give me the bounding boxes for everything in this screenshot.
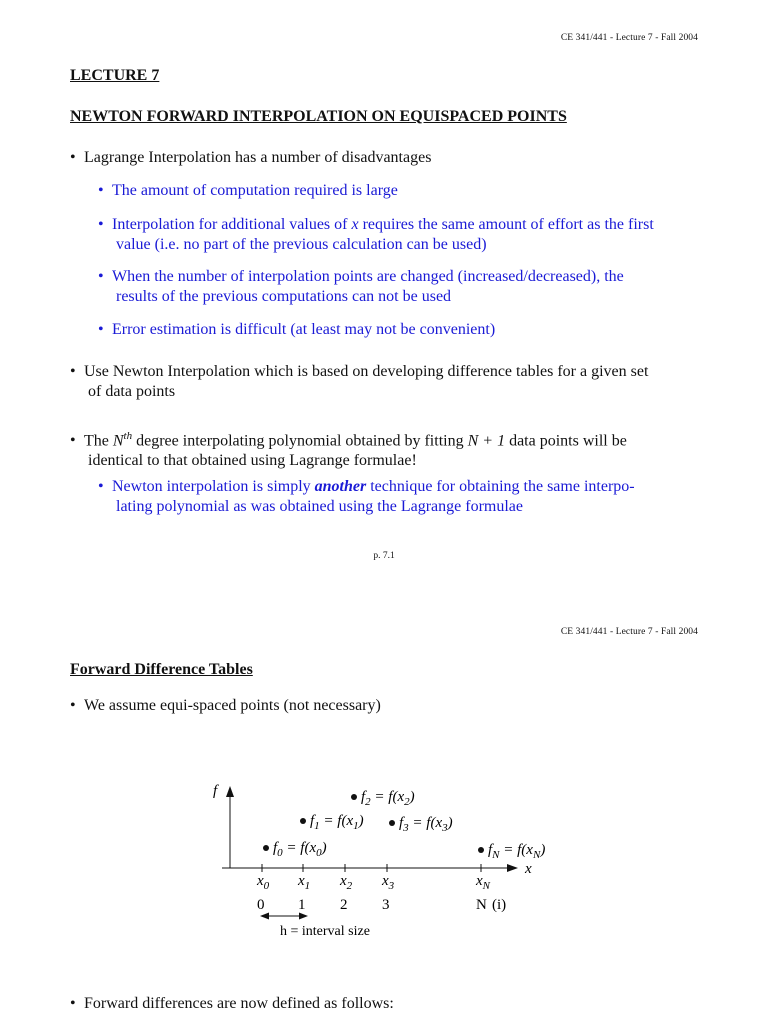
x-ticks <box>256 864 491 913</box>
data-point-1 <box>300 818 306 824</box>
index-tick-2: 2 <box>340 897 348 913</box>
bullet-lagrange <box>70 148 698 168</box>
data-points <box>263 789 545 861</box>
x-axis-label: x <box>525 861 532 877</box>
page2-title: Forward Difference Tables <box>70 661 253 678</box>
nth-pre: The <box>84 432 109 450</box>
index-tick-N: N <box>476 897 487 913</box>
sub-bullet-newton-another <box>98 477 698 517</box>
data-point-label-3: $f_3 = f(x_3)$ <box>399 815 453 834</box>
bullet-marker: • <box>98 478 104 495</box>
sub3-text-b: results of the previous computations can not be used <box>116 288 452 305</box>
bullet-marker: • <box>98 216 104 233</box>
index-tick-3: 3 <box>382 897 390 913</box>
data-point-0 <box>263 845 269 851</box>
section-title: NEWTON FORWARD INTERPOLATION ON EQUISPACED POINTS <box>70 108 567 125</box>
bullet-newton-text-a: Use Newton Interpolation which is based on developing difference tables for a given set <box>84 363 649 380</box>
bullet-marker: • <box>70 995 76 1012</box>
sub2-variable: x <box>351 216 359 233</box>
sub5-emphasis: another <box>314 478 367 495</box>
nth-post: data points will be <box>509 432 627 450</box>
sub3-text-a: When the number of interpolation points are changed (increased/decreased), the <box>112 268 624 285</box>
sub4-text: Error estimation is difficult (at least may not be convenient) <box>112 321 496 338</box>
sub-bullet-points-changed <box>98 267 698 307</box>
bullet-forward-differences <box>70 994 698 1014</box>
bullet-marker: • <box>70 697 76 714</box>
data-point-label-0: $f_0 = f(x_0)$ <box>273 840 327 859</box>
bullet-newton <box>70 362 698 402</box>
sub2-text-a: Interpolation for additional values of <box>112 216 348 233</box>
data-point-label-1: $f_1 = f(x_1)$ <box>310 813 364 832</box>
x-tick-label-3: $x_3$ <box>382 873 395 892</box>
nth-N: N <box>112 432 124 450</box>
index-label: (i) <box>492 897 507 913</box>
index-tick-0: 0 <box>257 897 265 913</box>
bullet-newton-text-b: of data points <box>88 383 176 400</box>
nth-text-b: identical to that obtained using Lagrange formulae! <box>88 452 417 470</box>
nth-mid: degree interpolating polynomial obtained by fitting <box>136 432 464 450</box>
page1-header: CE 341/441 - Lecture 7 - Fall 2004 <box>560 33 698 43</box>
bullet-marker: • <box>70 363 76 380</box>
data-point-label-N: $f_N = f(x_N)$ <box>488 842 546 861</box>
bullet-marker: • <box>98 321 104 338</box>
sub5-text-a: Newton interpolation is simply <box>112 478 311 495</box>
bullet-nth-degree <box>70 426 698 471</box>
bullet-marker: • <box>70 432 76 450</box>
sub5-text-b: technique for obtaining the same interpo- <box>370 478 635 495</box>
y-axis-label: f <box>213 783 218 799</box>
nth-N-plus-1: N + 1 <box>467 432 506 450</box>
sub-bullet-additional-values <box>98 215 698 255</box>
page2-header: CE 341/441 - Lecture 7 - Fall 2004 <box>560 627 698 637</box>
lecture-title: LECTURE 7 <box>70 67 160 84</box>
bullet-lagrange-text: Lagrange Interpolation has a number of disadvantages <box>84 149 432 166</box>
bullet-marker: • <box>70 149 76 166</box>
x-axis-arrow <box>507 864 518 872</box>
x-tick-label-1: $x_1$ <box>298 873 311 892</box>
sub5-text-c: lating polynomial as was obtained using the Lagrange formulae <box>116 498 523 515</box>
sub-bullet-computation <box>98 181 698 201</box>
x-tick-label-N: $x_N$ <box>476 873 491 892</box>
data-point-2 <box>351 794 357 800</box>
bullet-marker: • <box>98 268 104 285</box>
x-tick-label-2: $x_2$ <box>340 873 353 892</box>
equispaced-points-figure <box>0 770 768 950</box>
data-point-label-2: $f_2 = f(x_2)$ <box>361 789 415 808</box>
index-tick-1: 1 <box>298 897 306 913</box>
y-axis-arrow <box>226 786 234 797</box>
sub-bullet-computation-text: The amount of computation required is large <box>112 182 398 199</box>
page-number: p. 7.1 <box>373 551 395 561</box>
bullet-forward-text: Forward differences are now defined as follows: <box>84 995 394 1012</box>
bullet-equispaced-text: We assume equi-spaced points (not necessary) <box>84 697 381 714</box>
bullet-marker: • <box>98 182 104 199</box>
interval-arrow-left <box>260 913 269 920</box>
bullet-equispaced <box>70 696 698 716</box>
data-point-3 <box>389 820 395 826</box>
data-point-N <box>478 847 484 853</box>
nth-superscript: th <box>123 430 133 442</box>
sub-bullet-error-estimation <box>98 320 698 340</box>
interval-label: h = interval size <box>280 924 370 939</box>
sub2-text-b: requires the same amount of effort as the first <box>362 216 654 233</box>
sub2-text-c: value (i.e. no part of the previous calculation can be used) <box>116 236 487 253</box>
interval-arrow-right <box>299 913 308 920</box>
x-tick-label-0: $x_0$ <box>257 873 270 892</box>
